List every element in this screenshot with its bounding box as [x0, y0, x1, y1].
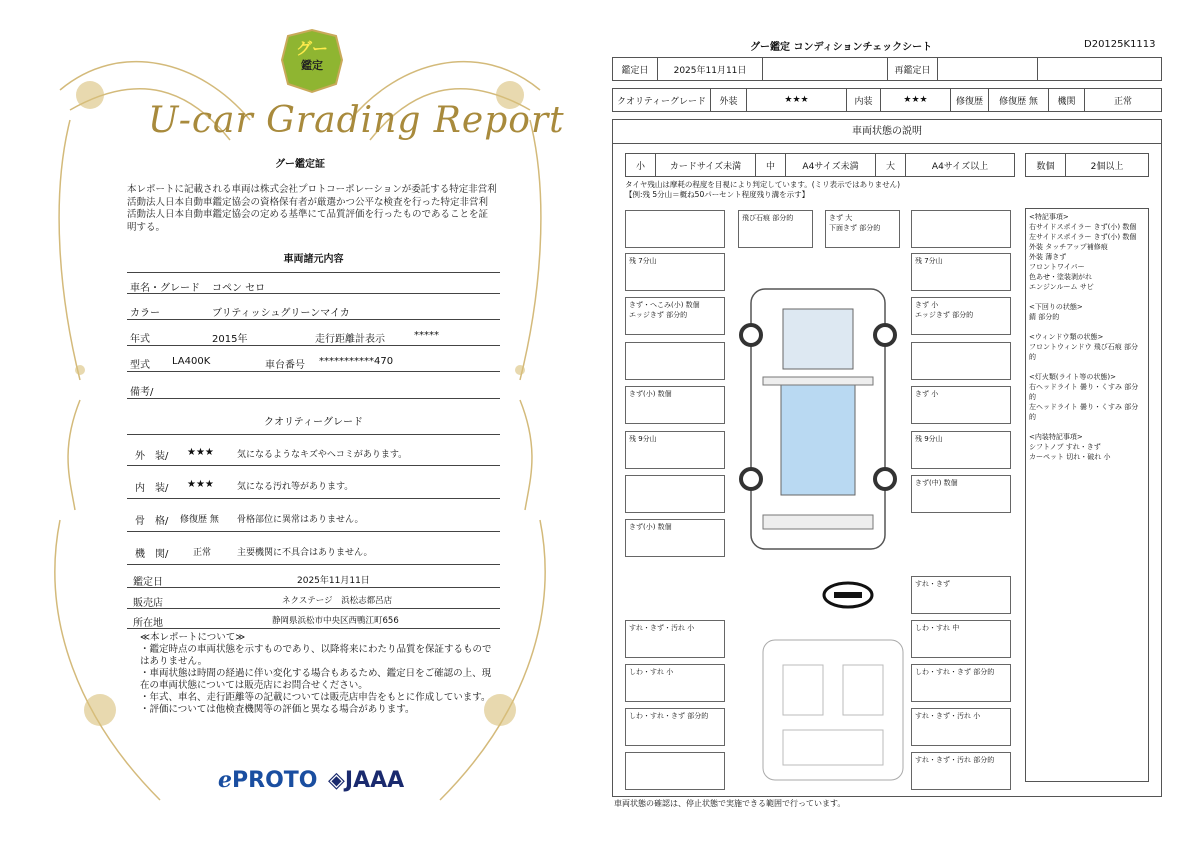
size-large: 大	[876, 154, 906, 176]
jaaa-logo: ◈JAAA	[328, 768, 405, 793]
model-value: LA400K	[172, 356, 211, 367]
spec-row-year	[127, 324, 500, 346]
note-item: ・鑑定時点の車両状態を示すものであり、以降将来にわたり品質を保証するものではありません。	[140, 644, 492, 667]
interior-label: しわ・すれ 中	[911, 620, 1011, 658]
interior-label	[625, 752, 725, 790]
ext-value: ★★★	[747, 89, 847, 111]
repair-label: 修復歴	[951, 89, 989, 111]
vin-label: 車台番号	[265, 360, 305, 371]
proto-logo: ℯPROTO	[218, 768, 318, 793]
engine-value: 正常	[1113, 96, 1132, 107]
sheet-footer: 車両状態の確認は、停止状態で実施できる範囲で行っています。	[614, 799, 846, 808]
mileage-value: *****	[414, 330, 439, 341]
note-item: ・年式、車名、走行距離等の記載については販売店申告をもとに作成しています。	[140, 692, 491, 703]
interior-label: しわ・すれ・きず 部分的	[625, 708, 725, 746]
vin-value: ***********470	[319, 356, 394, 367]
exterior-stars: ★★★	[187, 447, 214, 458]
size-large-desc: A4サイズ以上	[931, 161, 989, 172]
appraisal-date-value: 2025年11月11日	[297, 576, 370, 586]
count-label: 数個	[1026, 154, 1066, 176]
damage-label	[625, 475, 725, 513]
interior-label: しわ・すれ 小	[625, 664, 725, 702]
name-label: 車名・グレード	[130, 283, 200, 294]
goo-badge: グー 鑑定	[295, 39, 328, 72]
interior-label: すれ・きず・汚れ 小	[625, 620, 725, 658]
special-notes: <特記事項> 右サイドスポイラー きず(小) 数個 左サイドスポイラー きず(小) 数個 外装 タッチアップ補修痕 外装 薄きず フロントワイパー 色あせ・塗装剥がれ エンジンルーム サビ <下回りの状態> 錆 部分的 <ウィンドウ類の状態> フロントウィンドウ 飛び石痕 部分的 <灯火類(ライト等の状態)> 右ヘッドライト 曇り・くすみ 部分的 左ヘッドライト 曇り・くすみ 部分的 <内装特記事項> シフトノブ すれ・きず カーペット 切れ・破れ 小	[1025, 208, 1149, 782]
interior-diagram	[758, 635, 908, 785]
note-item: ・評価については他検査機関等の評価と異なる場合があります。	[140, 704, 415, 715]
quality-row-frame	[127, 500, 500, 532]
tire-label: 残 9分山	[911, 431, 1011, 469]
interior-label: すれ・きず・汚れ 小	[911, 708, 1011, 746]
specs-heading: 車両諸元内容	[283, 254, 344, 265]
notes-title: ≪本レポートについて≫	[140, 632, 246, 643]
int-label: 内装	[847, 89, 881, 111]
grade-row	[612, 88, 1162, 112]
size-small-desc: カードサイズ未満	[656, 154, 756, 176]
sheet-code: D20125K1113	[1084, 39, 1156, 50]
mileage-label: 走行距離計表示	[315, 334, 385, 345]
tire-label: 残 9分山	[625, 431, 725, 469]
redate-label: 再鑑定日	[888, 58, 938, 80]
damage-label	[625, 342, 725, 380]
damage-label	[911, 342, 1011, 380]
engine-text: 主要機関に不具合はありません。	[237, 548, 373, 558]
intro-text: 本レポートに記載される車両は株式会社プロトコーポレーションが委託する特定非営利活動法人日本自動車鑑定協会の資格保有者が厳選かつ公平な検査を行った特定非営利活動法人日本自動車鑑定協会の定める基準にて品質評価を行ったものであることを証明する。	[127, 184, 497, 233]
damage-label: きず 小	[911, 386, 1011, 424]
size-legend	[625, 153, 1015, 177]
interior-text: 気になる汚れ等があります。	[237, 482, 354, 492]
name-value: コペン セロ	[212, 283, 266, 294]
year-label: 年式	[130, 334, 150, 345]
exterior-label: 外 装/	[135, 451, 169, 462]
date-value: 2025年11月11日	[658, 58, 763, 80]
date-row	[612, 57, 1162, 81]
color-label: カラー	[130, 308, 160, 319]
quality-row-interior	[127, 467, 500, 499]
address-label: 所在地	[133, 618, 163, 629]
car-top-diagram	[733, 265, 903, 555]
model-label: 型式	[130, 360, 150, 371]
appraisal-date-label: 鑑定日	[133, 577, 163, 588]
interior-label: すれ・きず	[911, 576, 1011, 614]
condition-check-sheet	[600, 0, 1200, 848]
report-notes	[140, 632, 500, 716]
spec-row-model	[127, 350, 500, 372]
tire-label: 残 7分山	[625, 253, 725, 291]
color-value: ブリティッシュグリーンマイカ	[212, 308, 350, 319]
count-value: 2個以上	[1090, 161, 1124, 172]
spec-row-remarks	[127, 377, 500, 399]
sheet-title: グー鑑定 コンディションチェックシート	[750, 42, 933, 53]
quality-row-exterior	[127, 434, 500, 466]
note-item: ・車両状態は時間の経過に伴い変化する場合もあるため、鑑定日をご確認の上、現在の車両状態については販売店にお問合せください。	[140, 668, 492, 691]
condition-panel	[612, 119, 1162, 797]
interior-stars: ★★★	[187, 479, 214, 490]
remarks-label: 備考/	[130, 387, 154, 398]
spec-row-name	[127, 272, 500, 294]
damage-label: 飛び石痕 部分的	[738, 210, 813, 248]
shop-value: ネクステージ 浜松志都呂店	[282, 596, 393, 606]
steering-wheel-icon	[818, 580, 878, 610]
damage-label	[911, 210, 1011, 248]
frame-text: 骨格部位に異常はありません。	[237, 515, 364, 525]
count-legend	[1025, 153, 1149, 177]
appraisal-date-row	[127, 568, 500, 588]
address-value: 静岡県浜松市中央区西鴨江町656	[272, 616, 399, 626]
engine-label: 機 関/	[135, 549, 169, 560]
engine-value: 正常	[193, 548, 212, 558]
frame-value: 修復歴 無	[180, 515, 219, 525]
engine-label: 機関	[1049, 89, 1085, 111]
size-mid: 中	[756, 154, 786, 176]
damage-label	[625, 210, 725, 248]
exterior-text: 気になるようなキズやヘコミがあります。	[237, 450, 408, 460]
explain-title: 車両状態の説明	[613, 120, 1161, 144]
damage-label: きず(小) 数個	[625, 386, 725, 424]
interior-label: すれ・きず・汚れ 部分的	[911, 752, 1011, 790]
damage-label: きず・へこみ(小) 数個 エッジきず 部分的	[625, 297, 725, 335]
quality-heading: クオリティーグレード	[264, 417, 363, 428]
certificate-title: グー鑑定証	[275, 159, 325, 170]
date-label: 鑑定日	[613, 58, 658, 80]
tire-label: 残 7分山	[911, 253, 1011, 291]
damage-label: きず(小) 数個	[625, 519, 725, 557]
shop-row	[127, 589, 500, 609]
interior-label: しわ・すれ・きず 部分的	[911, 664, 1011, 702]
tire-note: タイヤ残山は摩耗の程度を目視により判定しています。(ミリ表示ではありません)	[625, 180, 901, 189]
qg-label: クオリティーグレード	[613, 89, 711, 111]
int-value: ★★★	[881, 89, 951, 111]
tire-example: 【例:残 5分山＝概ね50パーセント程度残り溝を示す】	[625, 190, 810, 199]
ext-label: 外装	[711, 89, 747, 111]
address-row	[127, 609, 500, 629]
spec-row-color	[127, 298, 500, 320]
year-value: 2015年	[212, 334, 248, 345]
report-title: U-car Grading Report	[148, 100, 565, 141]
damage-label: きず 大 下面きず 部分的	[825, 210, 900, 248]
quality-row-engine	[127, 533, 500, 565]
size-mid-desc: A4サイズ未満	[786, 154, 876, 176]
size-small: 小	[626, 154, 656, 176]
interior-label: 内 装/	[135, 483, 169, 494]
repair-value: 修復歴 無	[989, 89, 1049, 111]
damage-label: きず 小 エッジきず 部分的	[911, 297, 1011, 335]
shop-label: 販売店	[133, 598, 163, 609]
damage-label: きず(中) 数個	[911, 475, 1011, 513]
frame-label: 骨 格/	[135, 516, 169, 527]
